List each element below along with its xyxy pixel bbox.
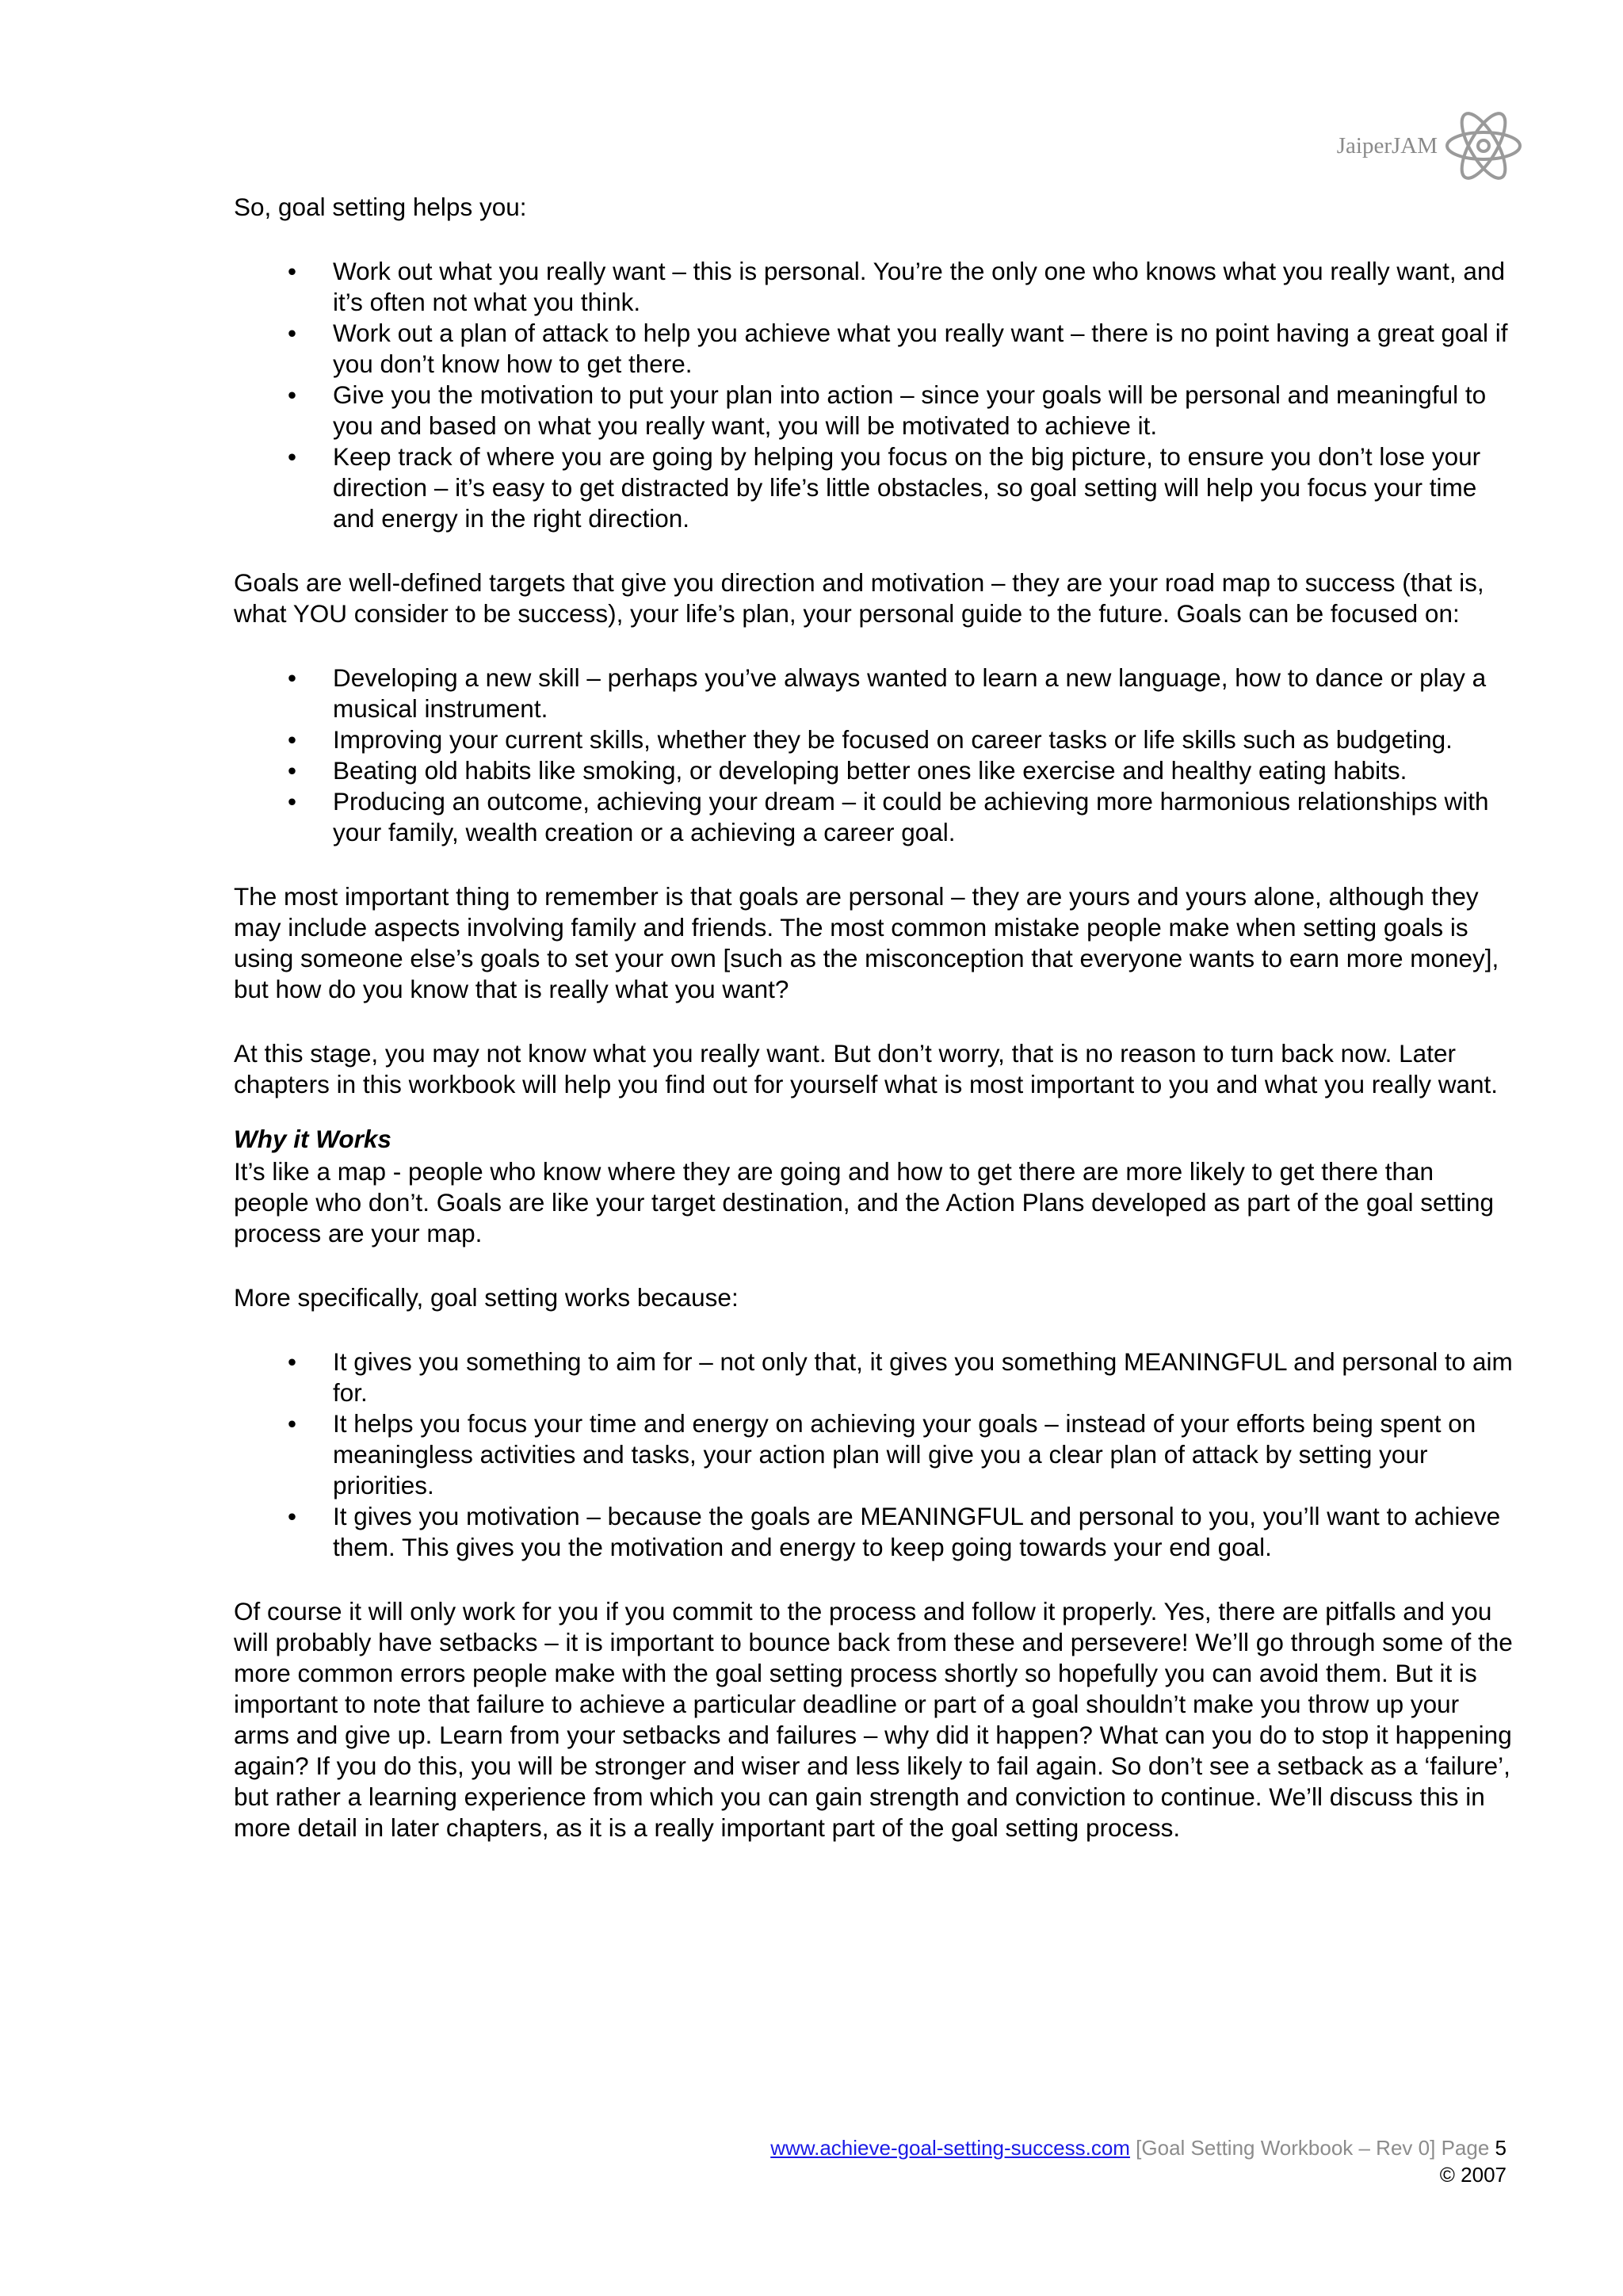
list-item: • Beating old habits like smoking, or developing better ones like exercise and healthy eating habits. <box>234 755 1514 786</box>
intro-lead: So, goal setting helps you: <box>234 193 527 221</box>
list-item: • Work out a plan of attack to help you achieve what you really want – there is no point having a great goal if you don’t know how to get there. <box>234 318 1514 380</box>
document-body <box>234 192 1514 1877</box>
list-item: • Producing an outcome, achieving your dream – it could be achieving more harmonious relationships with your family, wealth creation or a achieving a career goal. <box>234 786 1514 848</box>
section-heading: Why it Works <box>234 1125 391 1153</box>
footer-line <box>770 2134 1507 2161</box>
atom-logo-icon <box>1442 108 1525 184</box>
list-item: • Give you the motivation to put your plan into action – since your goals will be personal and meaningful to you and based on what you really want, you will be motivated to achieve it. <box>234 380 1514 441</box>
goals-paragraph: Goals are well-defined targets that give you direction and motivation – they are your road map to success (that is, what YOU consider to be success), your life’s plan, your personal guide to the future. Goals can be focused on: <box>234 568 1484 628</box>
important-paragraph: The most important thing to remember is that goals are personal – they are yours and yours alone, although they may include aspects involving family and friends. The most common mistake people make when setting goals is using someone else’s goals to set your own [such as the misconception that everyone wants to earn more money], but how do you know that is really what you want? <box>234 882 1499 1003</box>
why-it-works-section <box>234 1124 1514 1563</box>
brand-name: JaiperJAM <box>1336 132 1438 159</box>
list-item: • Work out what you really want – this is personal. You’re the only one who knows what you really want, and it’s often not what you think. <box>234 256 1514 318</box>
copyright: © 2007 <box>1439 2163 1507 2187</box>
stage-paragraph: At this stage, you may not know what you really want. But don’t worry, that is no reason to turn back now. Later chapters in this workbook will help you find out for yourself what is most important to you and what you really want. <box>234 1039 1499 1098</box>
page-footer <box>770 2134 1507 2188</box>
document-info: [Goal Setting Workbook – Rev 0] <box>1136 2136 1436 2160</box>
list-item: • It gives you motivation – because the goals are MEANINGFUL and personal to you, you’ll want to achieve them. This gives you the motivation and energy to keep going towards your end goal. <box>234 1501 1514 1563</box>
why-bullet-list <box>234 1347 1514 1563</box>
page-number: 5 <box>1495 2136 1507 2160</box>
page-header <box>1337 117 1525 174</box>
list-item: • Developing a new skill – perhaps you’ve always wanted to learn a new language, how to dance or play a musical instrument. <box>234 663 1514 724</box>
website-link[interactable]: www.achieve-goal-setting-success.com <box>770 2136 1130 2160</box>
list-item: • Improving your current skills, whether they be focused on career tasks or life skills such as budgeting. <box>234 724 1514 755</box>
why-lead: More specifically, goal setting works because: <box>234 1283 739 1312</box>
list-item: • Keep track of where you are going by helping you focus on the big picture, to ensure you don’t lose your direction – it’s easy to get distracted by life’s little obstacles, so goal setting will help you focus your time and energy in the right direction. <box>234 441 1514 534</box>
page-label: Page <box>1441 2136 1490 2160</box>
goals-bullet-list <box>234 663 1514 848</box>
intro-bullet-list <box>234 256 1514 534</box>
closing-paragraph: Of course it will only work for you if you commit to the process and follow it properly. Yes, there are pitfalls and you will probably have setbacks – it is important to bounce back from these and persevere! We’ll go through some of the more common errors people make with the goal setting process shortly so hopefully you can avoid them. But it is important to note that failure to achieve a particular deadline or part of a goal shouldn’t make you throw up your arms and give up. Learn from your setbacks and failures – why did it happen? What can you do to stop it happening again? If you do this, you will be stronger and wiser and less likely to fail again. So don’t see a setback as a ‘failure’, but rather a learning experience from which you can gain strength and conviction to continue. We’ll discuss this in more detail in later chapters, as it is a really important part of the goal setting process. <box>234 1597 1513 1842</box>
list-item: • It helps you focus your time and energy on achieving your goals – instead of your efforts being spent on meaningless activities and tasks, your action plan will give you a clear plan of attack by setting your priorities. <box>234 1408 1514 1501</box>
list-item: • It gives you something to aim for – not only that, it gives you something MEANINGFUL and personal to aim for. <box>234 1347 1514 1408</box>
why-paragraph: It’s like a map - people who know where they are going and how to get there are more likely to get there than people who don’t. Goals are like your target destination, and the Action Plans developed as part of the goal setting process are your map. <box>234 1157 1495 1247</box>
